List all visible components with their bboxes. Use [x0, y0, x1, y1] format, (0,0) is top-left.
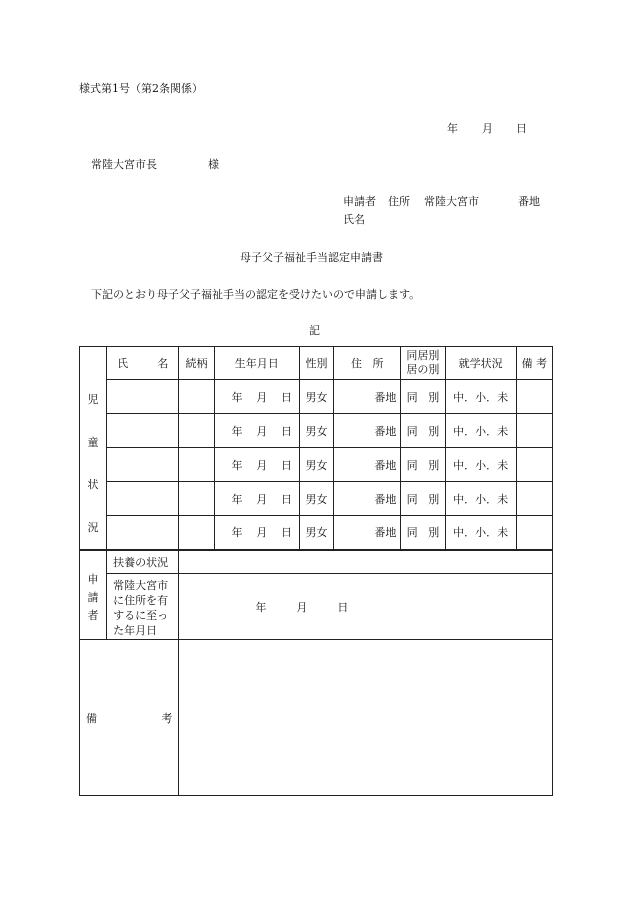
- child-school-cell[interactable]: 中．小．未: [445, 482, 516, 516]
- birth-year: 年: [231, 526, 243, 540]
- birth-month: 月: [256, 492, 268, 506]
- banchi: 番地: [374, 458, 397, 472]
- cohab-separate: 別: [428, 424, 440, 438]
- child-birth-cell[interactable]: [214, 482, 299, 516]
- address-date-month: 月: [296, 600, 308, 614]
- child-relation-cell[interactable]: [179, 482, 214, 516]
- remarks-label-b: 考: [161, 711, 173, 725]
- child-name-cell[interactable]: [107, 448, 179, 482]
- table-row: [80, 414, 553, 448]
- child-remarks-cell[interactable]: [516, 482, 552, 516]
- birth-year: 年: [231, 458, 243, 472]
- birth-year: 年: [231, 390, 243, 404]
- child-address-cell[interactable]: [334, 482, 401, 516]
- banchi: 番地: [374, 526, 397, 540]
- applicant-label-char: 請: [87, 590, 99, 604]
- child-birth-cell[interactable]: [214, 414, 299, 448]
- cohab-same: 同: [406, 390, 418, 404]
- child-cohab-cell[interactable]: [401, 516, 445, 550]
- header-cohabitation: [401, 347, 445, 380]
- applicant-label-char: 者: [87, 608, 99, 622]
- child-birth-cell[interactable]: [214, 380, 299, 414]
- birth-year: 年: [231, 492, 243, 506]
- child-remarks-cell[interactable]: [516, 516, 552, 550]
- child-name-cell[interactable]: [107, 482, 179, 516]
- header-cohab-line1: 同居別: [406, 349, 440, 362]
- birth-month: 月: [256, 458, 268, 472]
- address-date-line: に住所を有: [113, 594, 169, 607]
- banchi: 番地: [374, 390, 397, 404]
- child-remarks-cell[interactable]: [516, 414, 552, 448]
- banchi: 番地: [374, 424, 397, 438]
- children-label-char: 児: [87, 393, 99, 406]
- address-date-field[interactable]: [179, 574, 553, 640]
- honorific: 様: [208, 158, 219, 171]
- ki-label: 記: [309, 324, 320, 337]
- children-label-cell: [80, 347, 107, 550]
- support-status-label: 扶養の状況: [107, 550, 179, 574]
- remarks-row: [80, 640, 553, 796]
- address-date-day: 日: [337, 600, 349, 614]
- support-status-field[interactable]: [179, 550, 553, 574]
- child-address-cell[interactable]: [334, 414, 401, 448]
- child-birth-cell[interactable]: [214, 448, 299, 482]
- child-name-cell[interactable]: [107, 516, 179, 550]
- child-address-cell[interactable]: [334, 380, 401, 414]
- child-address-cell[interactable]: [334, 448, 401, 482]
- child-cohab-cell[interactable]: [401, 414, 445, 448]
- header-school: 就学状況: [445, 347, 516, 380]
- child-school-cell[interactable]: 中．小．未: [445, 414, 516, 448]
- header-name-a: 氏: [117, 357, 129, 370]
- applicant-date-row: [80, 574, 553, 640]
- birth-day: 日: [281, 492, 292, 506]
- header-remarks: 備 考: [516, 347, 552, 380]
- child-gender-cell[interactable]: 男女: [299, 516, 333, 550]
- address-date-year: 年: [255, 600, 267, 614]
- child-relation-cell[interactable]: [179, 380, 214, 414]
- header-address: [334, 347, 401, 380]
- cohab-same: 同: [406, 458, 418, 472]
- birth-day: 日: [281, 526, 292, 540]
- address-banchi: 番地: [518, 195, 540, 208]
- birth-day: 日: [281, 458, 292, 472]
- child-relation-cell[interactable]: [179, 448, 214, 482]
- child-gender-cell[interactable]: 男女: [299, 482, 333, 516]
- address-date-line: するに至っ: [113, 609, 169, 622]
- table-row: [80, 516, 553, 550]
- address-date-label: [107, 574, 179, 640]
- header-cohab-line2: 居の別: [406, 363, 440, 376]
- header-name: [107, 347, 179, 380]
- remarks-label-a: 備: [86, 711, 97, 725]
- header-address-b: 所: [372, 357, 384, 370]
- birth-year: 年: [231, 424, 243, 438]
- remarks-label: [80, 640, 179, 796]
- applicant-label-char: 申: [87, 572, 99, 586]
- address-value: 常陸大宮市: [424, 195, 479, 208]
- child-gender-cell[interactable]: 男女: [299, 414, 333, 448]
- cohab-separate: 別: [428, 390, 440, 404]
- date-year-label: 年: [447, 122, 458, 135]
- child-remarks-cell[interactable]: [516, 448, 552, 482]
- cohab-separate: 別: [428, 458, 440, 472]
- child-cohab-cell[interactable]: [401, 482, 445, 516]
- birth-day: 日: [281, 390, 292, 404]
- cohab-same: 同: [406, 492, 418, 506]
- birth-month: 月: [256, 390, 268, 404]
- remarks-field[interactable]: [179, 640, 553, 796]
- header-birth: 生年月日: [214, 347, 299, 380]
- children-label-char: 状: [87, 478, 99, 491]
- address-label: 住所: [388, 195, 410, 208]
- child-name-cell[interactable]: [107, 414, 179, 448]
- birth-month: 月: [256, 526, 268, 540]
- address-date-line: た年月日: [113, 624, 158, 637]
- banchi: 番地: [374, 492, 397, 506]
- cohab-separate: 別: [428, 492, 440, 506]
- child-cohab-cell[interactable]: [401, 380, 445, 414]
- header-relation: 続柄: [179, 347, 214, 380]
- birth-day: 日: [281, 424, 292, 438]
- name-label: 氏名: [343, 213, 365, 226]
- cohab-same: 同: [406, 424, 418, 438]
- table-header-row: [80, 347, 553, 380]
- child-cohab-cell[interactable]: [401, 448, 445, 482]
- child-birth-cell[interactable]: [214, 516, 299, 550]
- header-name-b: 名: [157, 357, 169, 370]
- child-school-cell[interactable]: 中．小．未: [445, 516, 516, 550]
- child-remarks-cell[interactable]: [516, 380, 552, 414]
- applicant-section-label: [80, 550, 107, 640]
- child-gender-cell[interactable]: 男女: [299, 380, 333, 414]
- address-date-line: 常陸大宮市: [113, 579, 169, 592]
- form-number: 様式第1号（第2条関係）: [79, 82, 203, 95]
- document-title: 母子父子福祉手当認定申請書: [240, 251, 383, 264]
- table-row: [80, 482, 553, 516]
- header-gender: 性別: [299, 347, 333, 380]
- application-table: [79, 346, 553, 796]
- child-school-cell[interactable]: 中．小．未: [445, 380, 516, 414]
- table-row: [80, 380, 553, 414]
- addressee: 常陸大宮市長: [91, 158, 157, 171]
- cohab-same: 同: [406, 526, 418, 540]
- child-address-cell[interactable]: [334, 516, 401, 550]
- child-relation-cell[interactable]: [179, 414, 214, 448]
- child-school-cell[interactable]: 中．小．未: [445, 448, 516, 482]
- children-label-char: 況: [87, 520, 99, 534]
- cohab-separate: 別: [428, 526, 440, 540]
- applicant-label: 申請者: [343, 195, 376, 208]
- table-row: [80, 448, 553, 482]
- date-day-label: 日: [516, 122, 527, 135]
- date-month-label: 月: [482, 122, 493, 135]
- children-label-char: 童: [87, 435, 99, 449]
- child-gender-cell[interactable]: 男女: [299, 448, 333, 482]
- child-name-cell[interactable]: [107, 380, 179, 414]
- child-relation-cell[interactable]: [179, 516, 214, 550]
- header-address-a: 住: [350, 357, 362, 370]
- statement: 下記のとおり母子父子福祉手当の認定を受けたいので申請します。: [91, 288, 421, 301]
- birth-month: 月: [256, 424, 268, 438]
- applicant-support-row: [80, 550, 553, 574]
